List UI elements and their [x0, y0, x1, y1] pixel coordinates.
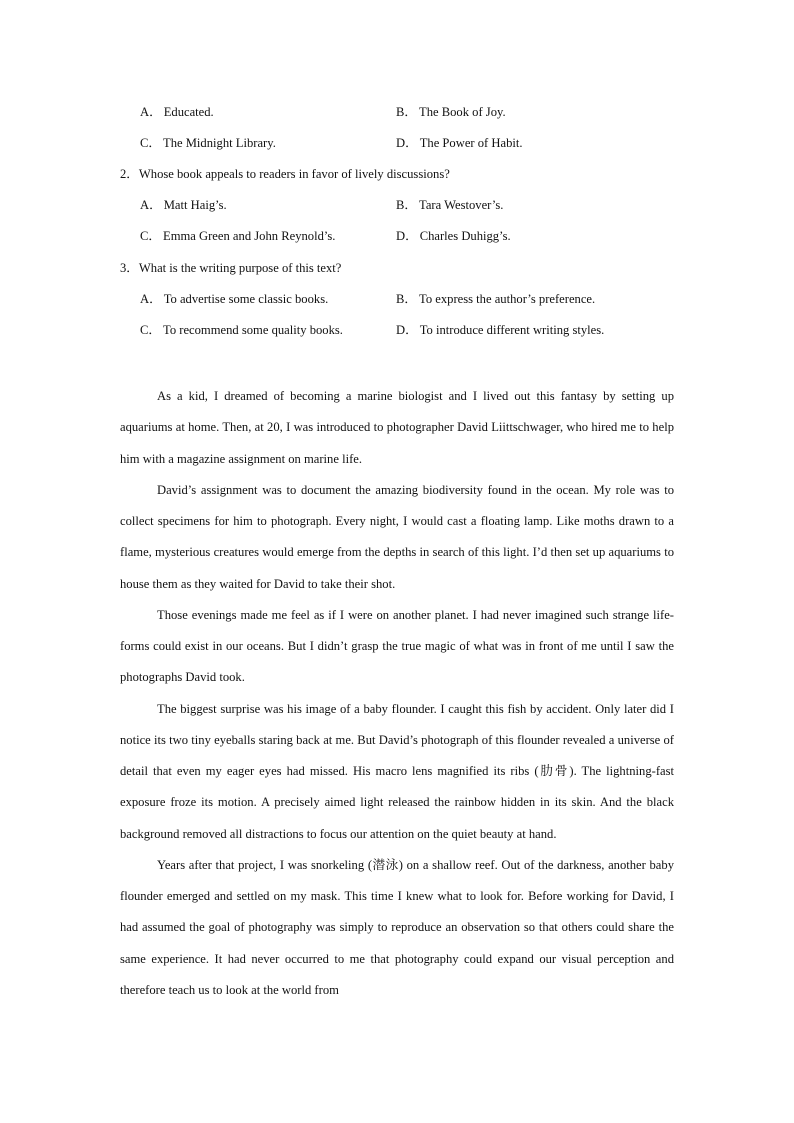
passage-paragraph-3: Those evenings made me feel as if I were on another planet. I had never imagined such strange life-forms could exist in our oceans. But I didn’t grasp the true magic of what was in front of me until I saw the photographs David took. [120, 607, 674, 685]
q3-option-a[interactable]: A． To advertise some classic books. [140, 292, 329, 306]
q3-stem [120, 258, 341, 278]
q3-options-row-2 [140, 320, 680, 340]
passage-paragraph-1: As a kid, I dreamed of becoming a marine biologist and I lived out this fantasy by setting up aquariums at home. Then, at 20, I was introduced to photographer David Liittschwager, who hired me to help him with a magazine assignment on marine life. [120, 389, 674, 466]
reading-passage [120, 381, 674, 1006]
q1-option-b[interactable]: B． The Book of Joy. [396, 105, 506, 119]
q3-option-d[interactable]: D． To introduce different writing styles. [396, 323, 605, 337]
q2-number: 2． [120, 167, 139, 181]
passage-paragraph-2: David’s assignment was to document the amazing biodiversity found in the ocean. My role was to collect specimens for him to photograph. Every night, I would cast a floating lamp. Like moths drawn to a flame, mysterious creatures would emerge from the depths in search of this light. I’d then set up aquariums to house them as they waited for David to take their shot. [120, 482, 674, 591]
q3-options-row-1 [140, 289, 680, 309]
q1-option-c[interactable]: C． The Midnight Library. [140, 136, 276, 150]
q2-option-a[interactable]: A． Matt Haig’s. [140, 198, 227, 212]
q1-option-d[interactable]: D． The Power of Habit. [396, 136, 523, 150]
q2-options-row-1 [140, 195, 680, 215]
q1-options-row-1 [140, 102, 680, 122]
q2-option-d[interactable]: D． Charles Duhigg’s. [396, 229, 511, 243]
q2-options-row-2 [140, 226, 680, 246]
passage-paragraph-5: Years after that project, I was snorkeling (潜泳) on a shallow reef. Out of the darkness, another baby flounder emerged and settled on my mask. This time I knew what to look for. Before working for David, I had assumed the goal of photography was simply to reproduce an observation so that others could share the same experience. It had never occurred to me that photography could expand our visual perception and therefore teach us to look at the world from [120, 857, 674, 997]
q1-options-row-2 [140, 133, 680, 153]
q2-option-c[interactable]: C． Emma Green and John Reynold’s. [140, 229, 336, 243]
q1-option-a[interactable]: A． Educated. [140, 105, 214, 119]
q3-option-c[interactable]: C． To recommend some quality books. [140, 323, 343, 337]
q2-text: Whose book appeals to readers in favor of lively discussions? [138, 167, 450, 181]
q3-number: 3． [120, 261, 139, 275]
passage-paragraph-4: The biggest surprise was his image of a baby flounder. I caught this fish by accident. Only later did I notice its two tiny eyeballs staring back at me. But David’s photograph of this flounder revealed a universe of detail that even my eager eyes had missed. His macro lens magnified its ribs (肋骨). The lightning-fast exposure froze its motion. A precisely aimed light released the rainbow hidden in its skin. And the black background removed all distractions to focus our attention on the quiet beauty at hand. [120, 701, 674, 841]
q2-stem [120, 164, 450, 184]
q2-option-b[interactable]: B． Tara Westover’s. [396, 198, 504, 212]
q3-option-b[interactable]: B． To express the author’s preference. [396, 292, 596, 306]
q3-text: What is the writing purpose of this text? [138, 261, 342, 275]
